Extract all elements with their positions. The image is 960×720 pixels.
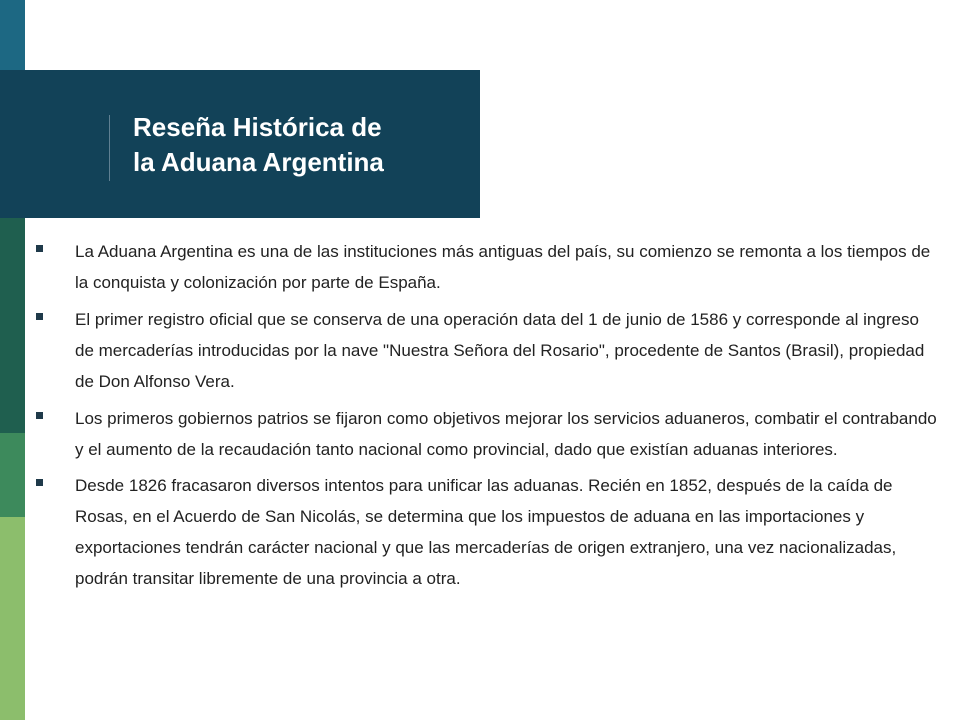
bullet-list [30, 236, 940, 594]
square-bullet-icon [36, 313, 43, 320]
bullet-item [30, 403, 940, 465]
slide-title [133, 110, 384, 180]
bullet-text: Los primeros gobiernos patrios se fijaron como objetivos mejorar los servicios aduaneros, combatir el contrabando y el aumento de la recaudación tanto nacional como provincial, dado que existían aduanas interiores. [75, 409, 937, 459]
strip-segment-teal [0, 0, 25, 70]
title-banner [0, 70, 480, 218]
strip-segment-light-green [0, 517, 25, 720]
bullet-text: El primer registro oficial que se conserva de una operación data del 1 de junio de 1586 y corresponde al ingreso de mercaderías introducidas por la nave "Nuestra Señora del Rosario", procedente de Santos (Brasil), propiedad de Don Alfonso Vera. [75, 310, 925, 391]
title-divider [109, 115, 110, 181]
bullet-item [30, 236, 940, 298]
bullet-text: Desde 1826 fracasaron diversos intentos para unificar las aduanas. Recién en 1852, después de la caída de Rosas, en el Acuerdo de San Nicolás, se determina que los impuestos de aduana en las importaciones y exportaciones tendrán carácter nacional y que las mercaderías de origen extranjero, una vez nacionalizadas, podrán transitar libremente de una provincia a otra. [75, 476, 897, 588]
bullet-item [30, 304, 940, 397]
square-bullet-icon [36, 479, 43, 486]
strip-segment-dark-green [0, 218, 25, 433]
slide-title-line-1: Reseña Histórica de [133, 112, 382, 142]
bullet-text: La Aduana Argentina es una de las instituciones más antiguas del país, su comienzo se remonta a los tiempos de la conquista y colonización por parte de España. [75, 242, 931, 292]
slide-title-line-2: la Aduana Argentina [133, 147, 384, 177]
strip-segment-green [0, 433, 25, 517]
square-bullet-icon [36, 412, 43, 419]
bullet-item [30, 470, 940, 594]
square-bullet-icon [36, 245, 43, 252]
